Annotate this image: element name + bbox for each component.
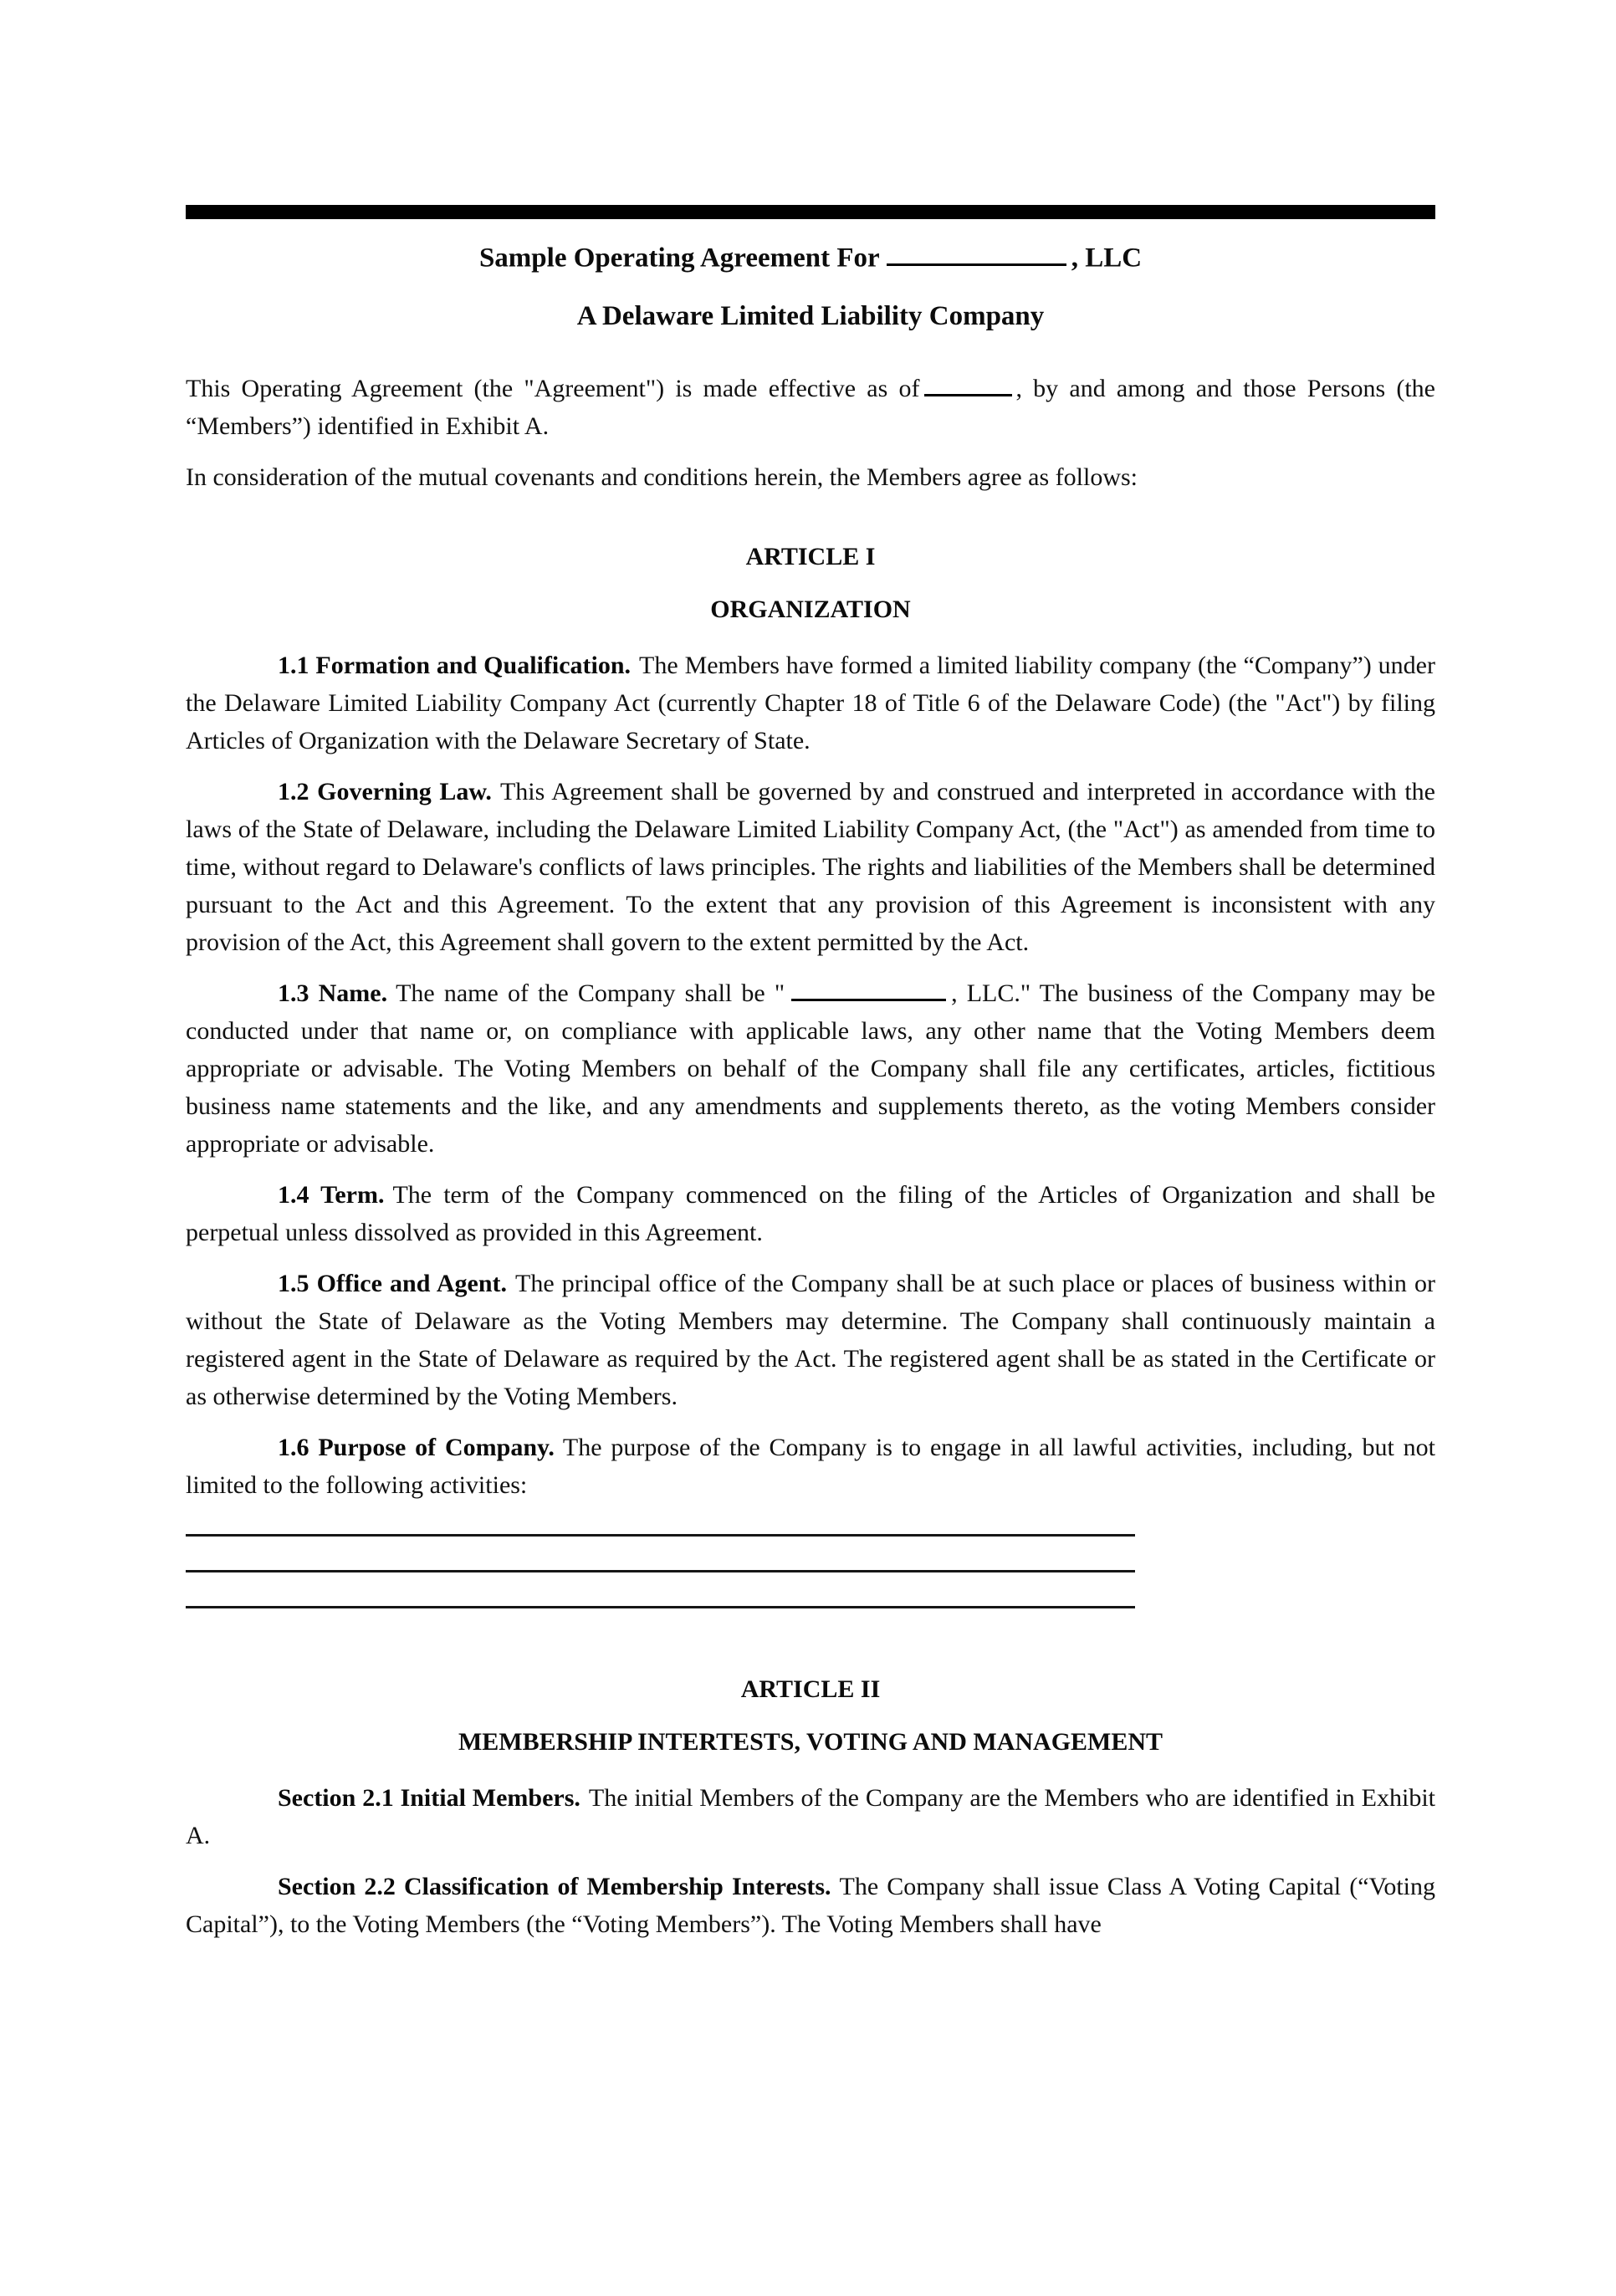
section-2-2-body: The Company shall issue Class A Voting Capital (“Voting Capital”), to the Voting Members (the “Voting Members”). The Voting Members shall have (186, 1873, 1435, 1939)
section-2-1-body: The initial Members of the Company are the Members who are identified in Exhibit A. (186, 1784, 1435, 1850)
article-1-subheading: ORGANIZATION (710, 596, 911, 624)
purpose-fill-lines (186, 1534, 1435, 1608)
purpose-fill-line-3 (186, 1606, 1135, 1608)
section-1-4 (186, 1176, 1435, 1251)
article-2-subheading: MEMBERSHIP INTERTESTS, VOTING AND MANAGEMENT (458, 1728, 1163, 1757)
section-1-1-label: 1.1 Formation and Qualification. (278, 652, 632, 680)
document-title (186, 238, 1435, 278)
section-1-2-body: This Agreement shall be governed by and construed and interpreted in accordance with the laws of the State of Delaware, including the Delaware Limited Liability Company Act, (the "Act") as amended from time to time, without regard to Delaware's conflicts of laws principles. The rights and liabilities of the Members shall be determined pursuant to the Act and this Agreement. To the extent that any provision of this Agreement is inconsistent with any provision of the Act, this Agreement shall govern to the extent permitted by the Act. (186, 778, 1435, 957)
section-1-6 (186, 1429, 1435, 1504)
section-1-3 (186, 974, 1435, 1163)
section-1-5-body: The principal office of the Company shall be at such place or places of business within or without the State of Delaware as the Voting Members may determine. The Company shall continuously maintain a registered agent in the State of Delaware as required by the Act. The registered agent shall be as stated in the Certificate or as otherwise determined by the Voting Members. (186, 1270, 1435, 1411)
section-1-5 (186, 1265, 1435, 1415)
section-2-1-label: Section 2.1 Initial Members. (278, 1784, 580, 1813)
section-1-6-body: The purpose of the Company is to engage in all lawful activities, including, but not limited to the following activities: (186, 1434, 1436, 1500)
company-name-blank-title (887, 238, 1066, 266)
intro-effective-before: This Operating Agreement (the "Agreement") is made effective as of (186, 375, 920, 403)
section-1-2 (186, 773, 1435, 961)
purpose-fill-line-1 (186, 1534, 1135, 1537)
section-1-5-label: 1.5 Office and Agent. (278, 1270, 507, 1298)
effective-date-blank (924, 371, 1012, 397)
document-subtitle: A Delaware Limited Liability Company (576, 301, 1045, 332)
section-2-1 (186, 1779, 1435, 1854)
document-title-prefix: Sample Operating Agreement For (478, 243, 880, 274)
article-2-heading: ARTICLE II (740, 1675, 881, 1704)
intro-effective-paragraph (186, 370, 1435, 445)
article-1-heading: ARTICLE I (745, 543, 876, 571)
section-1-6-label: 1.6 Purpose of Company. (278, 1434, 555, 1462)
section-1-3-body-before: The name of the Company shall be " (396, 979, 785, 1008)
section-1-4-label: 1.4 Term. (278, 1181, 385, 1209)
purpose-fill-line-2 (186, 1570, 1135, 1572)
intro-consideration-paragraph: In consideration of the mutual covenants and conditions herein, the Members agree as follows: (186, 463, 1138, 492)
section-1-4-body: The term of the Company commenced on the filing of the Articles of Organization and shall be perpetual unless dissolved as provided in this Agreement. (186, 1181, 1435, 1247)
document-page (186, 205, 1435, 1943)
section-1-2-label: 1.2 Governing Law. (278, 778, 492, 806)
section-2-2 (186, 1868, 1435, 1943)
header-rule (186, 205, 1435, 219)
document-title-suffix: , LLC (1071, 243, 1143, 274)
company-name-blank-body (791, 975, 946, 1002)
section-1-1-body: The Members have formed a limited liability company (the “Company”) under the Delaware Limited Liability Company Act (currently Chapter 18 of Title 6 of the Delaware Code) (the "Act") by filing Articles of Organization with the Delaware Secretary of State. (186, 652, 1435, 755)
section-1-1 (186, 647, 1435, 759)
section-2-2-label: Section 2.2 Classification of Membership Interests. (278, 1873, 831, 1901)
section-1-3-label: 1.3 Name. (278, 979, 388, 1008)
section-1-3-body-after: , LLC." The business of the Company may be conducted under that name or, on compliance with applicable laws, any other name that the Voting Members deem appropriate or advisable. The Voting Members on behalf of the Company shall file any certificates, articles, fictitious business name statements and the like, and any amendments and supplements thereto, as the voting Members consider appropriate or advisable. (186, 979, 1435, 1158)
intro-effective-after: , by and among and those Persons (the “Members”) identified in Exhibit A. (186, 375, 1435, 441)
